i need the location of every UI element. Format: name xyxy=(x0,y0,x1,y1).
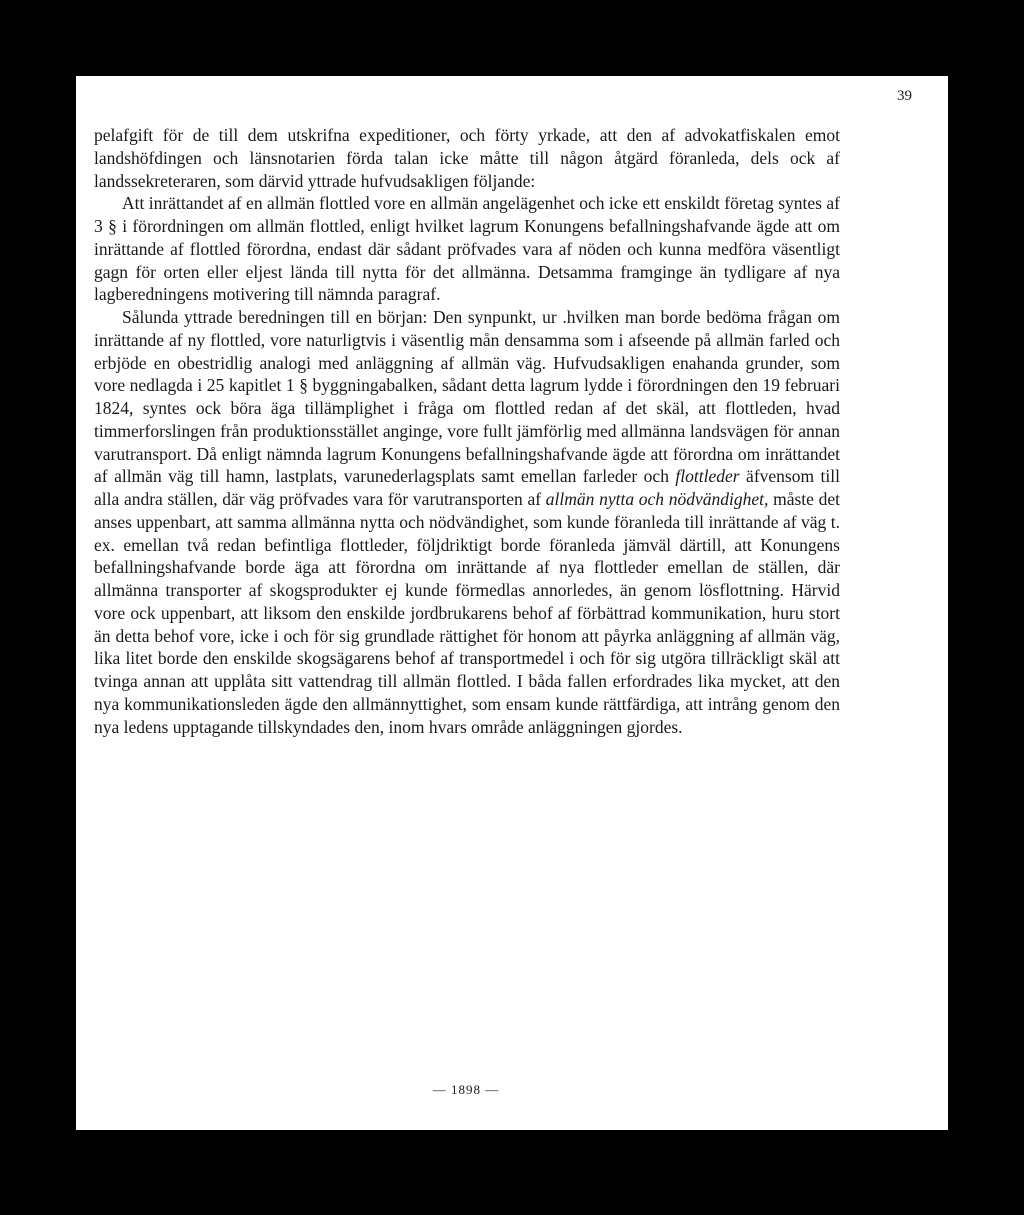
document-page xyxy=(76,76,948,1130)
paragraph-2: Att inrättandet af en allmän flottled vore en allmän angelägenhet och icke ett enskildt företag syntes af 3 § i förordningen om allmän flottled, enligt hvilket lagrum Konungens befallningshafvande ägde att om inrättande af flottled förordna, endast där sådant pröfvades vara af nöden och kunna medföra väsentligt gagn för orten eller eljest lända till nytta för det allmänna. Detsamma framginge än tydligare af nya lagberedningens motivering till nämnda paragraf. xyxy=(94,193,840,305)
footer-year: — 1898 — xyxy=(432,1082,500,1097)
page-number: 39 xyxy=(897,88,912,104)
paragraph-3-text-b: äfvensom till alla andra ställen, där väg pröfvades vara för varutransporten af xyxy=(94,466,841,509)
paragraph-3-italic-b: allmän nytta och nödvändighet, xyxy=(545,489,769,509)
paragraph-1: pelafgift för de till dem utskrifna expeditioner, och förty yrkade, att den af advokatfiskalen emot landshöfdingen och länsnotarien förda talan icke måtte till någon åtgärd föranleda, dels ock af landssekreteraren, som därvid yttrade hufvudsakligen följande: xyxy=(94,125,840,191)
paragraph-3-italic-a: flottleder xyxy=(675,466,740,487)
paragraph-3-text-a: Sålunda yttrade beredningen till en början: Den synpunkt, ur .hvilken man borde bedöma frågan om inrättande af ny flottled, vore naturligtvis i väsentlig mån densamma som i afseende på allmän farled och erbjöde en obestridlig analogi med anläggning af allmän väg. Hufvudsakligen enahanda grunder, som vore nedlagda i 25 kapitlet 1 § byggningabalken, sådant detta lagrum lydde i förordningen den 19 februari 1824, syntes ock böra äga tillämplighet i fråga om flottled redan af det skäl, att flottleden, hvad timmerforslingen från produktionsstället anginge, vore fullt jämförlig med allmänna landsvägen för annan varutransport. Då enligt nämnda lagrum Konungens befallningshafvande ägde att förordna om inrättandet af allmän väg till hamn, lastplats, varunederlagsplats samt emellan farleder och xyxy=(94,307,840,487)
paragraph-3 xyxy=(94,306,840,738)
paragraph-3-text-c: måste det anses uppenbart, att samma allmänna nytta och nödvändighet, som kunde föranleda till inrättande af väg t. ex. emellan två redan befintliga flottleder, följdriktigt borde föranleda jämväl därtill, att Konungens befallningshafvande borde äga att förordna om inrättande af nya flottleder emellan de ställen, där allmänna transporter af skogsprodukter ej kunde förmedlas annorledes, än genom lösflottning. Härvid vore ock uppenbart, att liksom den enskilde jordbrukarens behof af förbättrad kommunikation, huru stort än detta behof vore, icke i och för sig grundlade rättighet för honom att påyrka anläggning af allmän väg, lika litet borde den enskilde skogsägarens behof af transportmedel i och för sig utgöra tillräckligt skäl att tvinga annan att upplåta sitt vattendrag till allmän flottled. I båda fallen erfordrades lika mycket, att den nya kommunikationsleden ägde den allmännyttighet, som ensam kunde rättfärdiga, att intrång genom den nya ledens upptagande tillskyndades den, inom hvars område anläggningen gjordes. xyxy=(94,489,840,737)
body-text xyxy=(94,124,840,738)
